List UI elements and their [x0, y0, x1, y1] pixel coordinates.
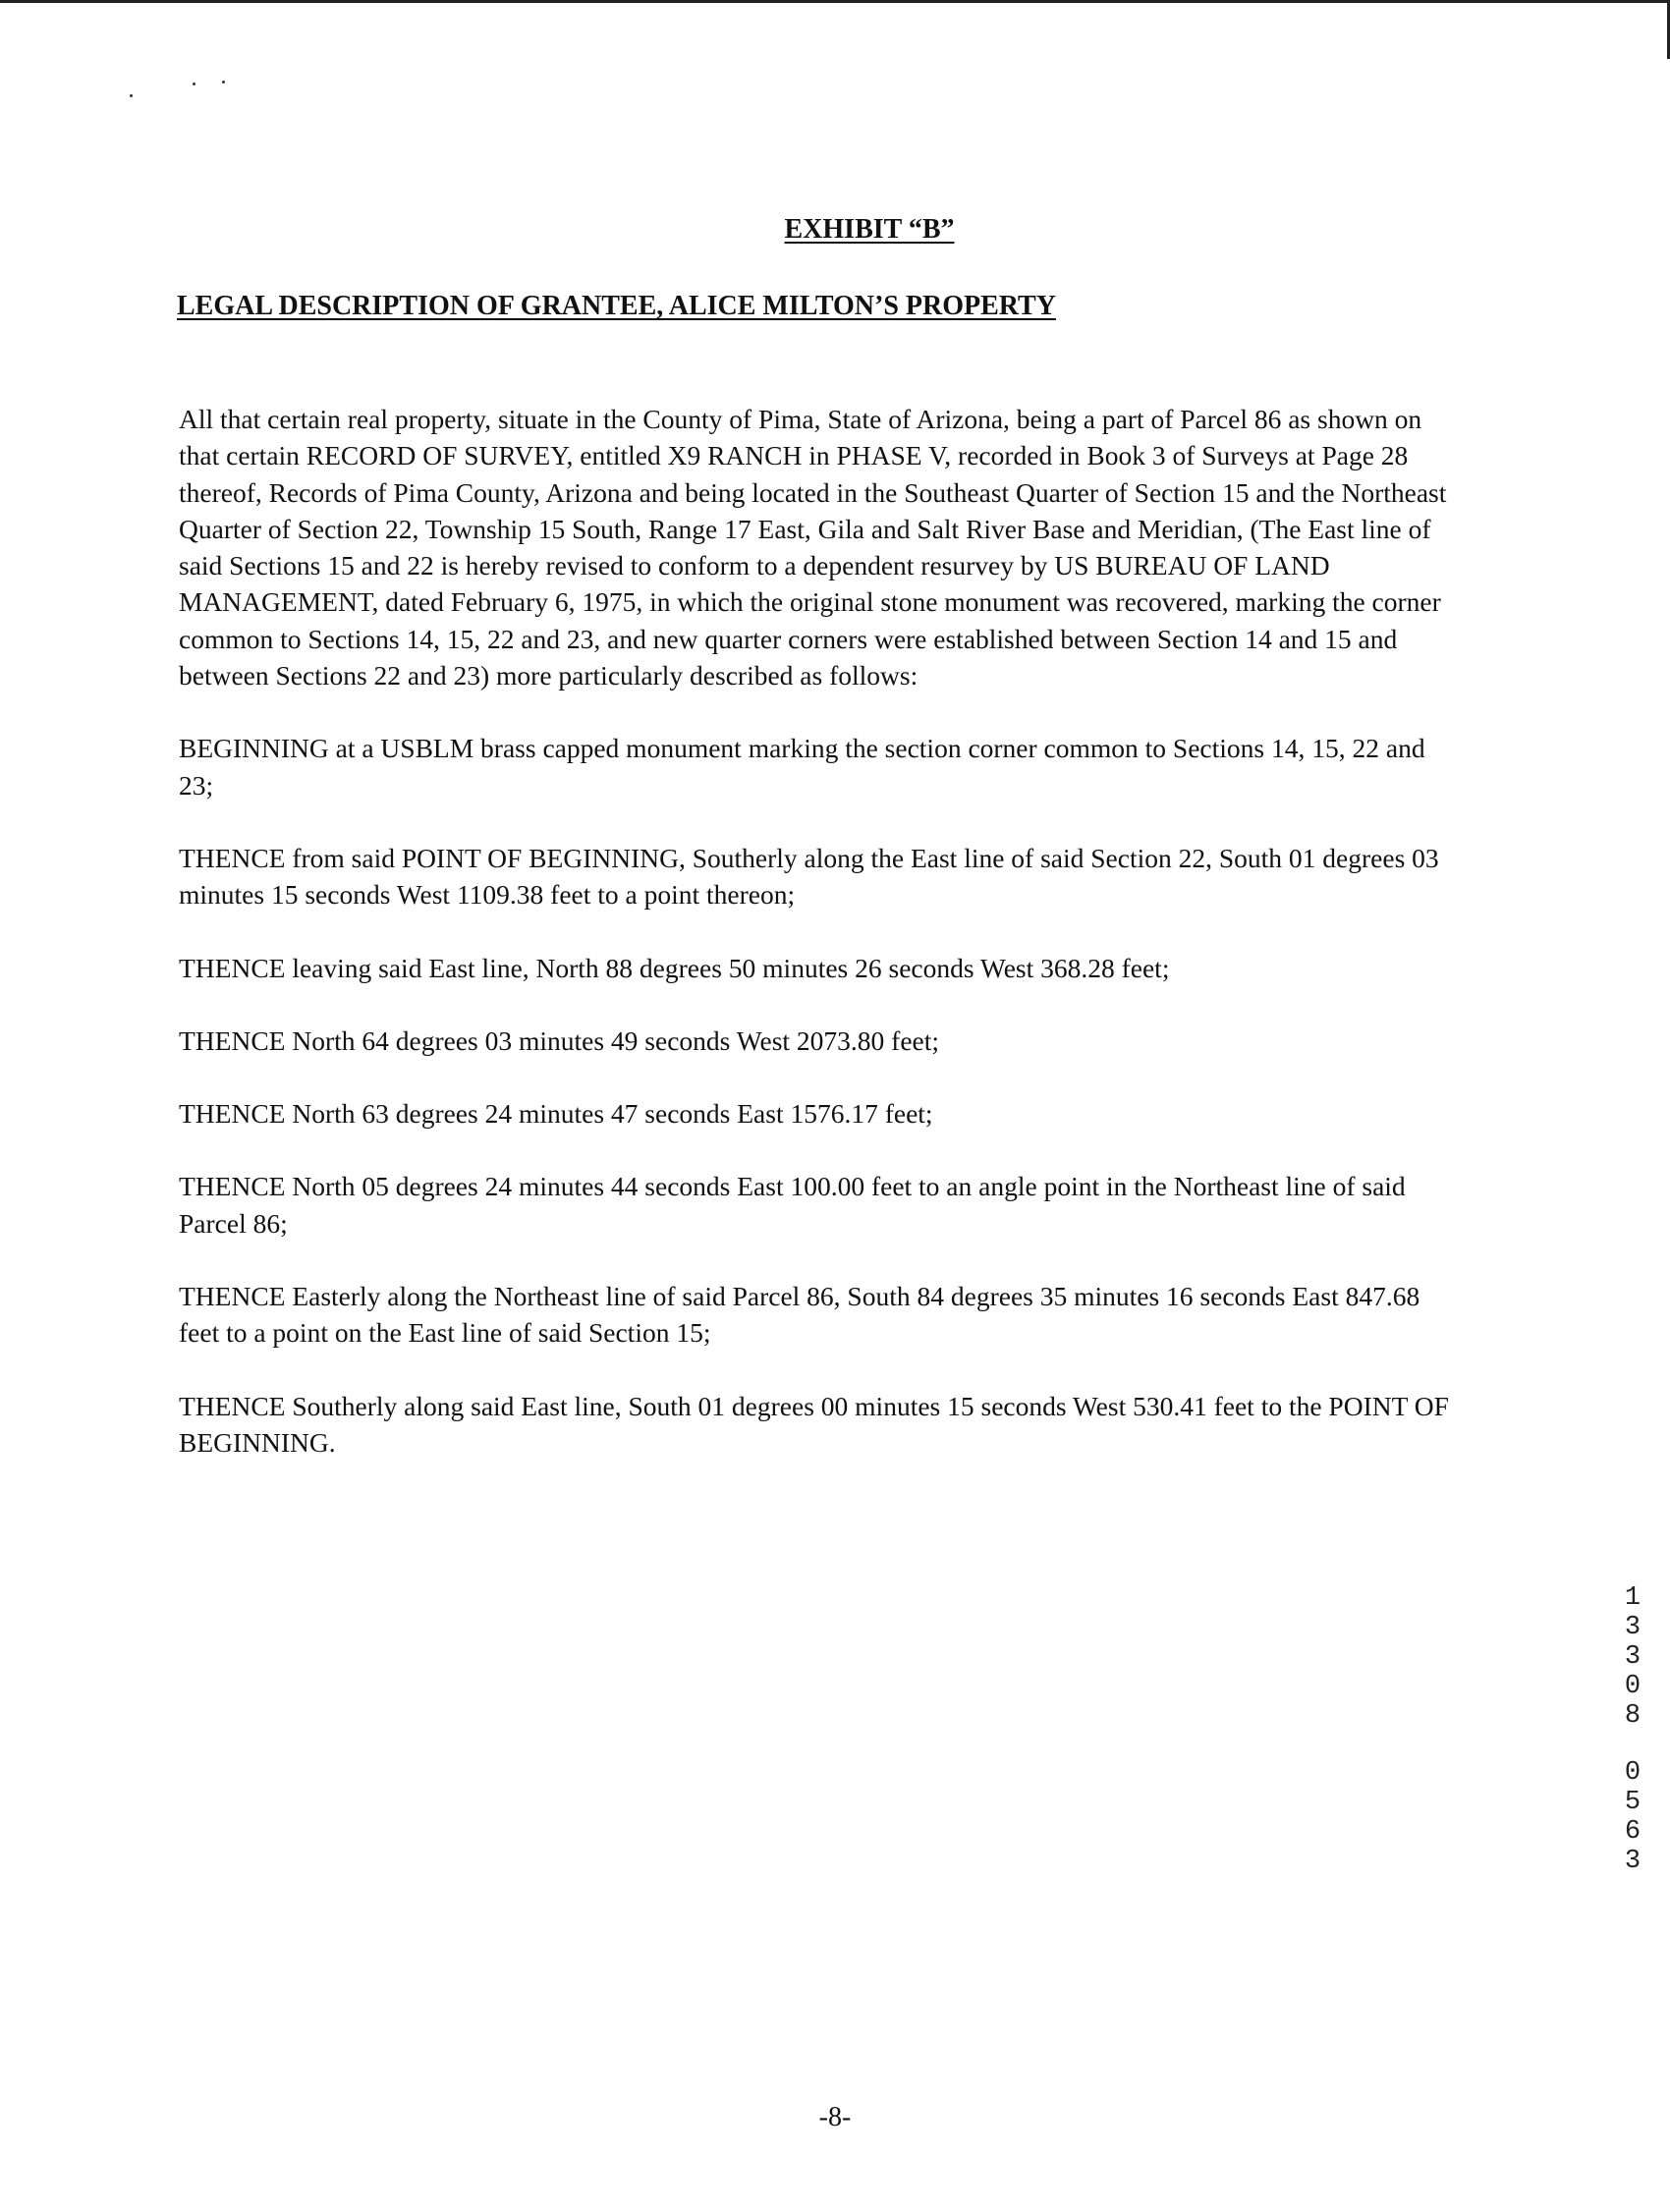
paragraph-course-7: THENCE Southerly along said East line, South 01 degrees 00 minutes 15 seconds West 530.41 feet to the POINT OF BEGINNING.	[179, 1390, 1449, 1458]
top-border-line	[0, 0, 1670, 3]
scan-speck	[222, 81, 225, 83]
scan-speck	[193, 83, 195, 85]
scan-speck	[130, 94, 133, 97]
recording-stamp	[1621, 1583, 1644, 1904]
legal-description-heading: LEGAL DESCRIPTION OF GRANTEE, ALICE MILTON’S PROPERTY	[177, 291, 1056, 321]
legal-description-body	[179, 401, 1456, 1497]
paragraph-course-5: THENCE North 05 degrees 24 minutes 44 seconds East 100.00 feet to an angle point in the Northeast line of said Parcel 86;	[179, 1171, 1406, 1239]
exhibit-title: EXHIBIT “B”	[784, 214, 955, 245]
paragraph-course-4: THENCE North 63 degrees 24 minutes 47 seconds East 1576.17 feet;	[179, 1098, 933, 1130]
paragraph-course-6: THENCE Easterly along the Northeast line of said Parcel 86, South 84 degrees 35 minutes 16 seconds East 847.68 feet to a point on the East line of said Section 15;	[179, 1281, 1420, 1349]
recording-docket-number: 13308	[1624, 1583, 1642, 1731]
paragraph-course-1: THENCE from said POINT OF BEGINNING, Southerly along the East line of said Section 22, South 01 degrees 03 minutes 15 seconds West 1109.38 feet to a point thereon;	[179, 842, 1439, 911]
page-number: -8-	[818, 2102, 852, 2132]
paragraph-beginning: BEGINNING at a USBLM brass capped monument marking the section corner common to Sections 14, 15, 22 and 23;	[179, 733, 1425, 801]
paragraph-course-3: THENCE North 64 degrees 03 minutes 49 seconds West 2073.80 feet;	[179, 1024, 940, 1056]
recording-page-number: 0563	[1624, 1758, 1642, 1876]
paragraph-property-description: All that certain real property, situate in the County of Pima, State of Arizona, being a part of Parcel 86 as shown on that certain RECORD OF SURVEY, entitled X9 RANCH in PHASE V, recorded in Book 3 of Surveys at Page 28 thereof, Records of Pima County, Arizona and being located in the Southeast Quarter of Section 15 and the Northeast Quarter of Section 22, Township 15 South, Range 17 East, Gila and Salt River Base and Meridian, (The East line of said Sections 15 and 22 is hereby revised to conform to a dependent resurvey by US BUREAU OF LAND MANAGEMENT, dated February 6, 1975, in which the original stone monument was recovered, marking the corner common to Sections 14, 15, 22 and 23, and new quarter corners were established between Section 14 and 15 and between Sections 22 and 23) more particularly described as follows:	[179, 404, 1447, 691]
paragraph-course-2: THENCE leaving said East line, North 88 degrees 50 minutes 26 seconds West 368.28 feet;	[179, 952, 1170, 983]
